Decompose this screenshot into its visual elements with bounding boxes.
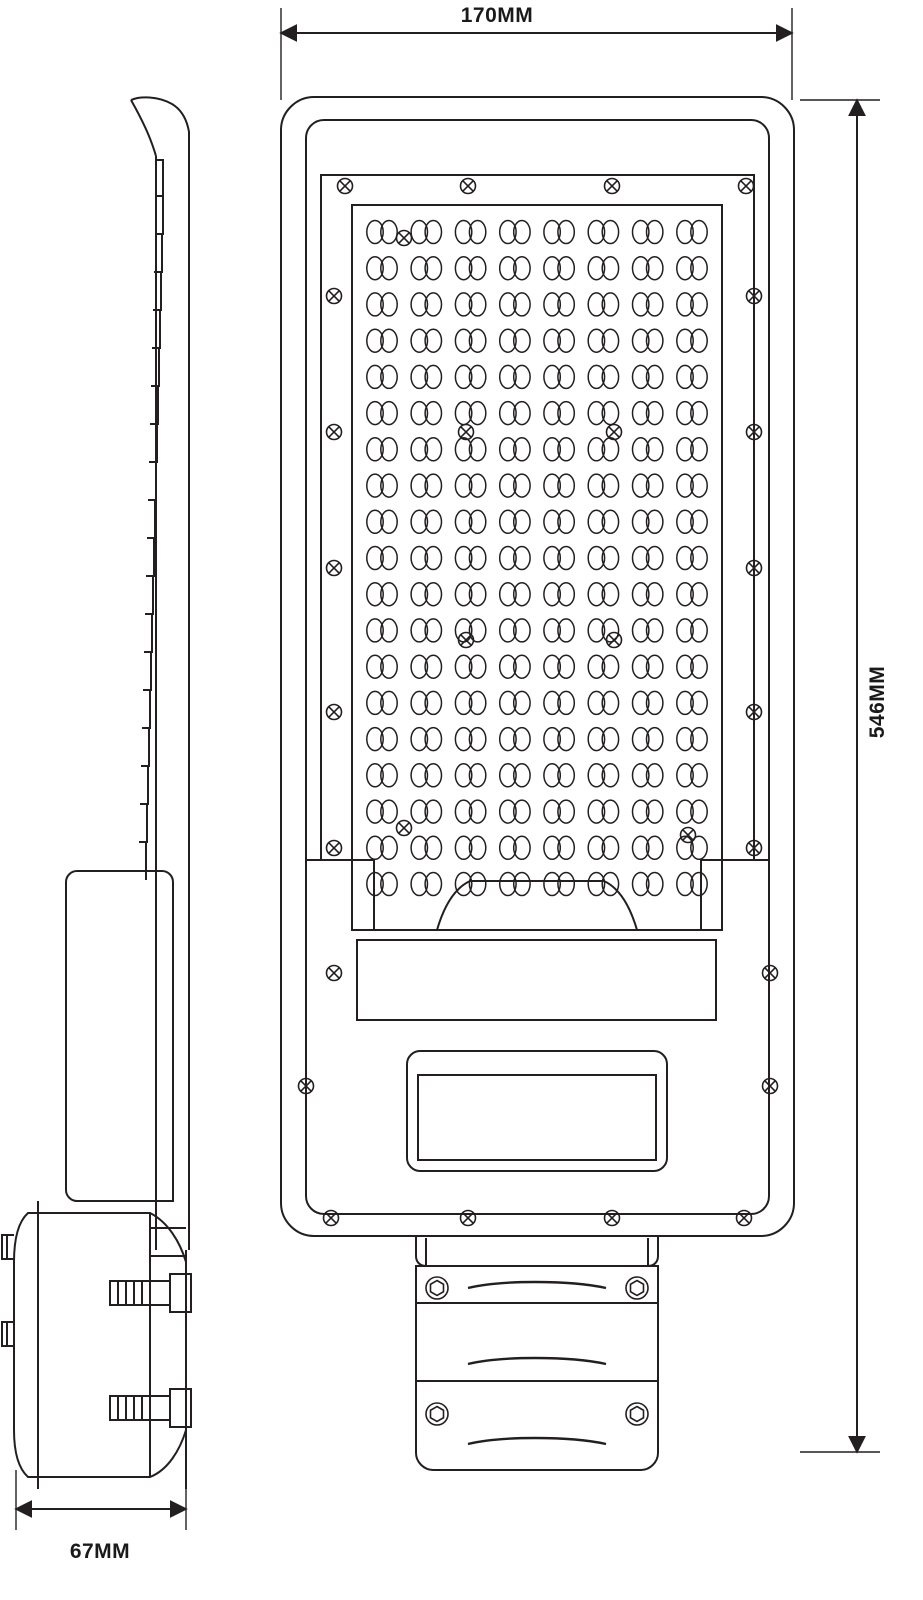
led-lens — [633, 800, 663, 823]
led-lens — [500, 764, 530, 787]
led-lens — [500, 510, 530, 533]
led-lens — [588, 257, 618, 280]
led-lens — [588, 764, 618, 787]
led-lens — [367, 365, 397, 388]
screw-head-icon — [327, 841, 342, 856]
screw-head-icon — [397, 231, 412, 246]
screw-head-icon — [607, 425, 622, 440]
led-lens — [588, 728, 618, 751]
led-lens — [544, 329, 574, 352]
led-lens — [677, 402, 707, 425]
led-lens — [544, 764, 574, 787]
led-lens — [588, 547, 618, 570]
led-lens — [588, 873, 618, 896]
led-lens — [455, 402, 485, 425]
led-lens — [367, 836, 397, 859]
screw-head-icon — [605, 179, 620, 194]
led-lens — [455, 510, 485, 533]
led-lens — [677, 655, 707, 678]
bracket-bolts — [426, 1277, 648, 1425]
led-lens — [455, 438, 485, 461]
screw-head-icon — [397, 821, 412, 836]
led-lens — [500, 836, 530, 859]
led-lens — [411, 329, 441, 352]
dimension-label-height: 546MM — [866, 665, 889, 739]
led-lens — [367, 873, 397, 896]
led-lens — [588, 221, 618, 244]
led-lens — [633, 655, 663, 678]
led-lens — [367, 474, 397, 497]
led-lens — [588, 474, 618, 497]
led-lens — [544, 619, 574, 642]
led-lens — [367, 510, 397, 533]
led-lens — [367, 257, 397, 280]
led-lens — [544, 583, 574, 606]
led-lens — [367, 547, 397, 570]
led-lens — [677, 583, 707, 606]
led-lens — [677, 257, 707, 280]
led-lens — [544, 655, 574, 678]
led-lens — [411, 221, 441, 244]
led-lens — [677, 691, 707, 714]
led-lens — [455, 655, 485, 678]
screw-head-icon — [605, 1211, 620, 1226]
led-lens — [367, 655, 397, 678]
led-lens — [588, 365, 618, 388]
led-lens — [500, 619, 530, 642]
led-lens — [544, 293, 574, 316]
led-lens — [544, 402, 574, 425]
led-lens — [588, 438, 618, 461]
screw-head-icon — [327, 561, 342, 576]
dimension-height — [800, 100, 880, 1452]
led-lens — [677, 800, 707, 823]
hex-bolt — [426, 1277, 448, 1299]
led-lens — [588, 655, 618, 678]
led-lens — [455, 691, 485, 714]
led-lens — [633, 474, 663, 497]
led-lens — [677, 619, 707, 642]
screw-head-icon — [327, 705, 342, 720]
hex-bolt — [626, 1277, 648, 1299]
led-lens — [677, 365, 707, 388]
led-lens — [411, 402, 441, 425]
led-lens — [588, 800, 618, 823]
led-lens — [367, 438, 397, 461]
led-lens — [455, 474, 485, 497]
led-lens — [588, 836, 618, 859]
dimension-depth — [16, 1440, 186, 1530]
led-lens — [544, 728, 574, 751]
led-lens — [367, 329, 397, 352]
led-lens — [633, 764, 663, 787]
screw-head-icon — [459, 633, 474, 648]
led-lens — [633, 402, 663, 425]
led-lens — [411, 365, 441, 388]
screw-head-icon — [737, 1211, 752, 1226]
led-lens — [455, 365, 485, 388]
led-lens — [544, 547, 574, 570]
led-lens — [367, 583, 397, 606]
led-lens — [411, 655, 441, 678]
led-lens — [677, 438, 707, 461]
led-lens — [633, 836, 663, 859]
led-lens — [588, 329, 618, 352]
led-lens — [588, 691, 618, 714]
led-lens — [633, 728, 663, 751]
led-lens — [411, 800, 441, 823]
led-lens — [588, 510, 618, 533]
led-lens — [455, 873, 485, 896]
led-lens — [544, 873, 574, 896]
led-lens — [367, 800, 397, 823]
screw-head-icon — [327, 425, 342, 440]
led-lens — [633, 221, 663, 244]
led-lens — [500, 438, 530, 461]
led-lens — [500, 728, 530, 751]
screw-head-icon — [461, 1211, 476, 1226]
top-view — [281, 97, 794, 1470]
led-lens — [633, 510, 663, 533]
led-lens — [633, 547, 663, 570]
led-lens — [544, 836, 574, 859]
led-lens — [500, 547, 530, 570]
led-lens — [544, 438, 574, 461]
led-lens — [677, 221, 707, 244]
led-lens — [500, 873, 530, 896]
led-lens — [411, 293, 441, 316]
led-lens — [411, 764, 441, 787]
screw-head-icon — [338, 179, 353, 194]
screw-head-icon — [681, 828, 696, 843]
led-lens — [411, 474, 441, 497]
led-lens — [455, 728, 485, 751]
led-lens — [588, 293, 618, 316]
led-lens — [367, 221, 397, 244]
led-lens — [544, 510, 574, 533]
led-lens — [455, 329, 485, 352]
led-lens — [633, 365, 663, 388]
led-lens — [633, 619, 663, 642]
led-lens — [500, 365, 530, 388]
side-view — [2, 97, 191, 1489]
led-lens — [367, 619, 397, 642]
led-lens — [633, 438, 663, 461]
led-lens — [500, 583, 530, 606]
led-lens — [411, 691, 441, 714]
led-lens — [411, 619, 441, 642]
led-array — [367, 221, 707, 896]
led-lens — [367, 728, 397, 751]
led-lens — [367, 402, 397, 425]
led-lens — [677, 474, 707, 497]
led-lens — [544, 691, 574, 714]
led-lens — [455, 619, 485, 642]
led-lens — [500, 221, 530, 244]
screw-head-icon — [461, 179, 476, 194]
led-lens — [677, 293, 707, 316]
led-lens — [677, 510, 707, 533]
screw-head-icon — [327, 289, 342, 304]
led-lens — [455, 800, 485, 823]
led-lens — [500, 474, 530, 497]
led-lens — [677, 547, 707, 570]
screw-head-icon — [324, 1211, 339, 1226]
led-lens — [633, 293, 663, 316]
led-lens — [455, 836, 485, 859]
screw-head-icon — [459, 425, 474, 440]
led-lens — [411, 583, 441, 606]
led-lens — [500, 691, 530, 714]
led-lens — [411, 438, 441, 461]
led-lens — [455, 257, 485, 280]
led-lens — [500, 329, 530, 352]
led-lens — [411, 728, 441, 751]
led-lens — [633, 691, 663, 714]
led-lens — [367, 691, 397, 714]
led-lens — [367, 293, 397, 316]
led-lens — [455, 547, 485, 570]
led-lens — [588, 583, 618, 606]
led-lens — [411, 510, 441, 533]
led-lens — [633, 873, 663, 896]
hex-bolt — [426, 1403, 448, 1425]
led-lens — [455, 293, 485, 316]
led-lens — [411, 836, 441, 859]
led-lens — [544, 221, 574, 244]
screw-head-icon — [739, 179, 754, 194]
led-lens — [588, 402, 618, 425]
led-lens — [677, 728, 707, 751]
led-lens — [633, 583, 663, 606]
led-lens — [411, 873, 441, 896]
led-lens — [455, 764, 485, 787]
led-lens — [677, 764, 707, 787]
led-lens — [544, 257, 574, 280]
led-lens — [544, 474, 574, 497]
led-lens — [500, 293, 530, 316]
led-lens — [367, 764, 397, 787]
led-lens — [544, 800, 574, 823]
led-lens — [411, 547, 441, 570]
screw-head-icon — [607, 633, 622, 648]
led-lens — [455, 221, 485, 244]
led-lens — [677, 329, 707, 352]
led-lens — [455, 583, 485, 606]
hex-bolt — [626, 1403, 648, 1425]
led-lens — [500, 257, 530, 280]
led-lens — [500, 800, 530, 823]
led-lens — [500, 402, 530, 425]
led-lens — [500, 655, 530, 678]
led-lens — [677, 873, 707, 896]
led-lens — [544, 365, 574, 388]
dimension-width — [281, 8, 792, 100]
screw-head-icon — [327, 966, 342, 981]
dimension-label-depth: 67MM — [69, 1540, 131, 1563]
dimension-label-width: 170MM — [460, 4, 534, 27]
led-lens — [588, 619, 618, 642]
led-lens — [633, 329, 663, 352]
led-lens — [411, 257, 441, 280]
led-lens — [633, 257, 663, 280]
